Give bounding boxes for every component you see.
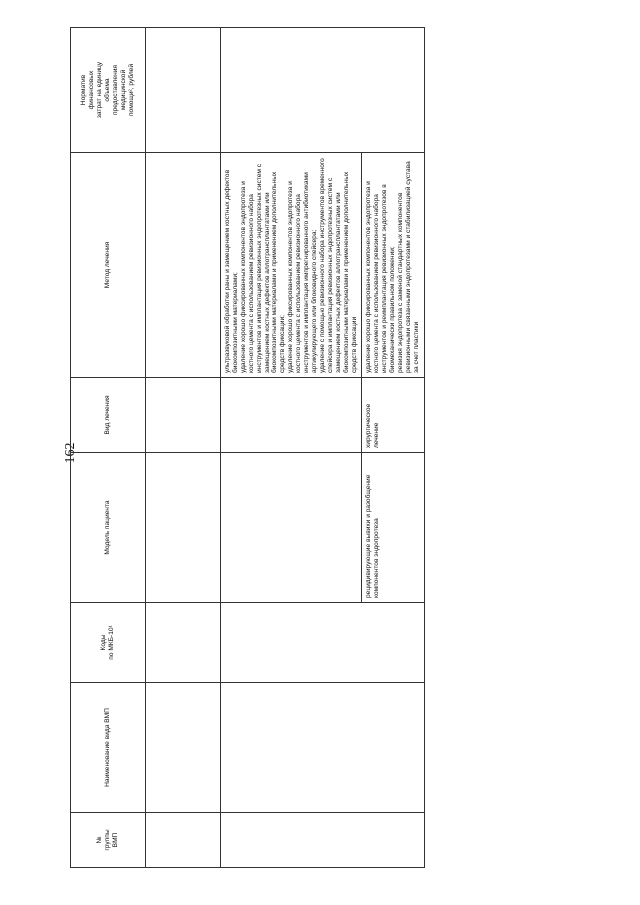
table-row <box>221 28 362 868</box>
table-cell <box>146 153 221 378</box>
header-treatment-method: Метод лечения <box>71 153 146 378</box>
table-cell <box>221 683 425 813</box>
table-cell <box>221 603 425 683</box>
table-cell <box>146 378 221 453</box>
vmp-table <box>70 27 425 868</box>
table-cell <box>146 813 221 868</box>
treatment-method-cell: удаление хорошо фиксированных компонентов эндопротеза и костного цемента с использованием ревизионного набора инструментов и реимплантация ревизионных эндопротезов в биомеханически правильном положении; ревизия эндопротеза с заменой стандартных компонентов ревизионными связанными эндопротезами и стабилизацией сустава за счет пластики <box>362 153 424 378</box>
header-group-no: № группы ВМП <box>71 813 146 868</box>
header-patient-model: Модель пациента <box>71 453 146 603</box>
header-treatment-type: Вид лечения <box>71 378 146 453</box>
table-spacer-row <box>146 28 221 868</box>
treatment-type-cell <box>221 378 362 453</box>
financial-norm-cell <box>221 28 425 153</box>
header-icd-codes: Коды по МКБ-10¹ <box>71 603 146 683</box>
treatment-type-cell: хирургическое лечение <box>362 378 424 453</box>
table-cell <box>146 603 221 683</box>
rotated-table-wrapper <box>70 28 525 868</box>
patient-model-cell <box>221 453 362 603</box>
treatment-method-cell: ультразвуковой обработки раны и замещением костных дефектов биокомпозитными материалами; удаление хорошо фиксированных компонентов эндопротеза и костного цемента с использованием ревизионного набора инструментов и имплантация ревизионных эндопротезных систем с замещением костных дефектов аллотрансплантатами или биокомпозитными материалами и применением дополнительных средств фиксации; удаление хорошо фиксированных компонентов эндопротеза и костного цемента с использованием ревизионного набора инструментов и имплантация импрегнированного антибиотиками артикулирующего или блоковидного спейсера; удаление с помощью ревизионного набора инструментов временного спейсера и имплантация ревизионных эндопротезных систем с замещением костных дефектов аллотрансплантатами или биокомпозитными материалами и применением дополнительных средств фиксации <box>221 153 362 378</box>
patient-model-cell: рецидивирующие вывихи и разобщение компонентов эндопротеза <box>362 453 424 603</box>
table-header-row <box>71 28 146 868</box>
table-cell <box>146 28 221 153</box>
table-cell <box>146 683 221 813</box>
header-vmp-name: Наименование вида ВМП <box>71 683 146 813</box>
header-financial-norm: Норматив финансовых затрат на единицу объема предоставления медицинской помощи², рублей <box>71 28 146 153</box>
table-cell <box>146 453 221 603</box>
table-cell <box>221 813 425 868</box>
page-number: 162 <box>63 442 78 464</box>
